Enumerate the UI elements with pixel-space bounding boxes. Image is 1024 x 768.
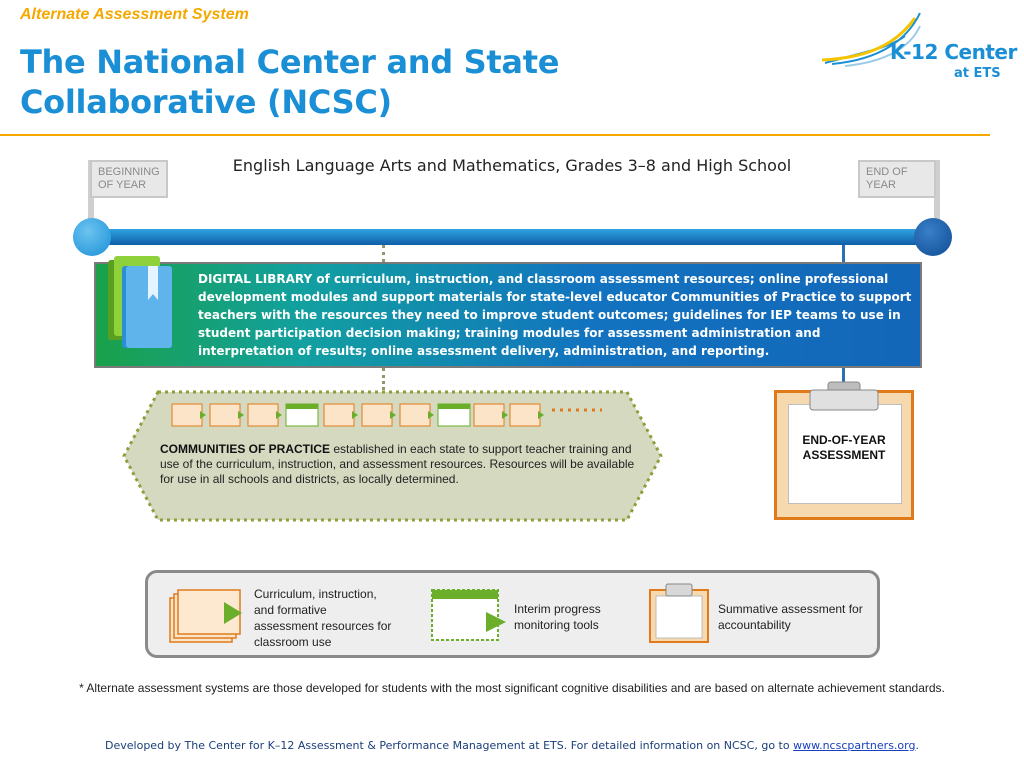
curriculum-resource-icon <box>510 404 544 426</box>
summative-legend-icon <box>648 582 710 644</box>
end-flag: END OF YEAR <box>858 160 936 198</box>
header-rule <box>0 134 990 136</box>
eoy-connector-top <box>842 245 845 262</box>
curriculum-resource-icon <box>362 404 396 426</box>
ncsc-partners-link[interactable]: www.ncscpartners.org <box>793 739 916 752</box>
interim-tool-icon <box>286 404 318 426</box>
curriculum-resource-icon <box>474 404 508 426</box>
timeline-bar <box>92 229 932 245</box>
start-flag: BEGINNING OF YEAR <box>90 160 168 198</box>
kicker-title: Alternate Assessment System <box>20 6 249 23</box>
timeline-end-knob <box>914 218 952 256</box>
curriculum-resource-icon <box>248 404 282 426</box>
footnote: * Alternate assessment systems are those developed for students with the most significant cognitive disabilities and are based on alternate achievement standards. <box>79 681 945 695</box>
connector-bottom <box>382 368 385 390</box>
interim-tool-icon <box>438 404 470 426</box>
digital-library-text: DIGITAL LIBRARY of curriculum, instruction, and classroom assessment resources; online professional development modules and support materials for state-level educator Communities of Practice to support teachers with the resources they need to improve student outcomes; guidelines for IEP teams to use in student participation decision making; training modules for assessment administration and interpretation of results; online assessment delivery, administration, and reporting. <box>198 272 912 358</box>
books-icon <box>104 252 190 352</box>
connector-top <box>382 245 385 262</box>
communities-body: established in each state to support teacher training and use of the curriculum, instruction, and assessment resources. Resources will be available for use in all schools and districts, as locally determined. <box>160 442 635 486</box>
logo-text: K-12 Center <box>890 40 1017 64</box>
timeline-start-knob <box>73 218 111 256</box>
legend-curriculum-label: Curriculum, instruction, and formative assessment resources for classroom use <box>254 587 392 649</box>
end-of-year-assessment-label: END-OF-YEAR ASSESSMENT <box>802 433 886 462</box>
interim-legend-icon <box>430 588 510 644</box>
legend-summative-label: Summative assessment for accountability <box>718 602 863 632</box>
credit-text: Developed by The Center for K–12 Assessment & Performance Management at ETS. For detailed information on NCSC, go to <box>105 739 794 752</box>
curriculum-resource-icon <box>172 404 206 426</box>
curriculum-resource-icon <box>324 404 358 426</box>
resource-icons-row <box>170 400 610 430</box>
communities-heading: COMMUNITIES OF PRACTICE <box>160 442 330 456</box>
clipboard-clip-icon <box>806 380 882 414</box>
curriculum-resource-icon <box>210 404 244 426</box>
communities-of-practice-text <box>160 442 640 487</box>
curriculum-resource-icon <box>400 404 434 426</box>
credit-end: . <box>915 739 919 752</box>
curriculum-legend-icon <box>168 586 244 646</box>
credit-line <box>0 739 1024 752</box>
page-title: The National Center and State Collaborative (NCSC) <box>20 43 560 121</box>
logo-subtext: at ETS <box>954 66 1001 81</box>
legend-interim-label: Interim progress monitoring tools <box>514 602 601 632</box>
diagram-subtitle: English Language Arts and Mathematics, Grades 3–8 and High School <box>232 156 792 175</box>
